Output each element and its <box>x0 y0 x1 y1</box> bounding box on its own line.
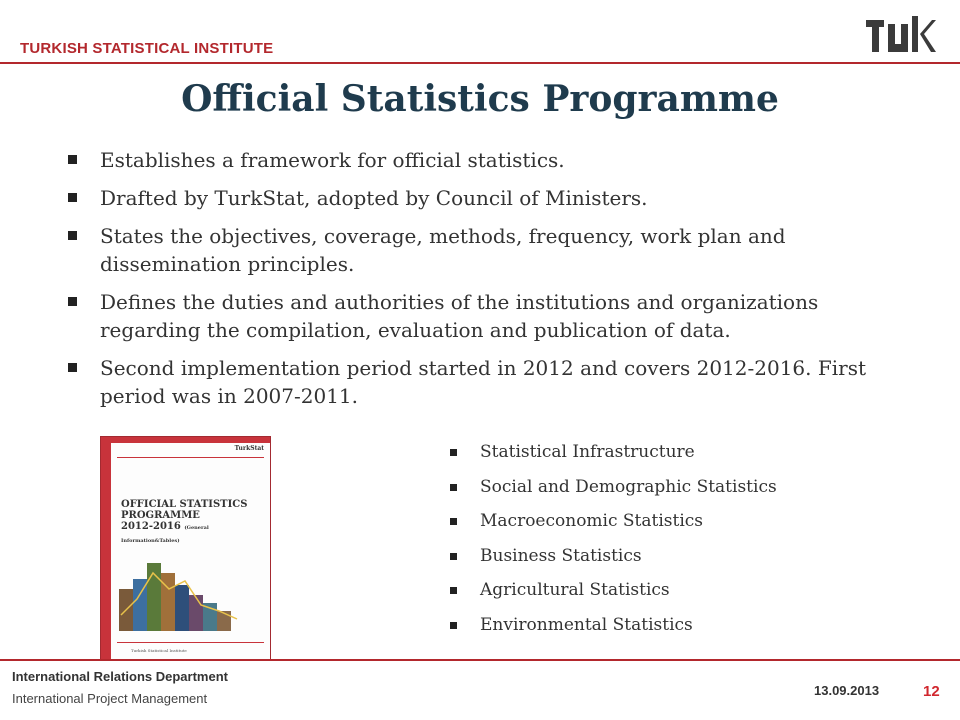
square-bullet-icon <box>68 297 77 306</box>
cover-title-line: OFFICIAL STATISTICS <box>121 499 248 510</box>
programme-cover-image <box>100 436 271 660</box>
cover-title-line: PROGRAMME <box>121 510 200 521</box>
statistics-area-item <box>446 615 866 635</box>
bullet-item <box>64 222 924 278</box>
cover-subtitle: (General Information&Tables) <box>121 525 209 544</box>
square-bullet-icon <box>68 231 77 240</box>
statistics-area-text: Business Statistics <box>480 545 642 566</box>
statistics-area-list <box>446 442 866 649</box>
bullet-text: Drafted by TurkStat, adopted by Council of Ministers. <box>100 186 648 210</box>
bullet-text: Defines the duties and authorities of the institutions and organizations regarding the compilation, evaluation and publication of data. <box>100 290 819 342</box>
cover-brand: TurkStat <box>234 445 264 452</box>
cover-publisher: Turkish Statistical Institute <box>131 648 187 653</box>
statistics-area-item <box>446 477 866 497</box>
footer-department: International Relations Department <box>12 669 228 684</box>
statistics-area-item <box>446 580 866 600</box>
statistics-area-text: Macroeconomic Statistics <box>480 511 704 531</box>
bullet-text: Establishes a framework for official statistics. <box>100 148 565 172</box>
statistics-area-item <box>446 442 866 462</box>
cover-title <box>121 499 266 547</box>
cover-collage-image <box>119 555 239 631</box>
cover-page <box>111 443 270 659</box>
statistics-area-text: Environmental Statistics <box>480 614 693 635</box>
statistics-area-text: Statistical Infrastructure <box>480 442 695 462</box>
square-bullet-icon <box>450 484 457 491</box>
bullet-item <box>64 146 924 174</box>
square-bullet-icon <box>450 622 457 629</box>
statistics-area-text: Social and Demographic Statistics <box>480 476 777 497</box>
organization-name: TURKISH STATISTICAL INSTITUTE <box>20 40 274 57</box>
footer-date: 13.09.2013 <box>814 683 880 698</box>
square-bullet-icon <box>450 553 457 560</box>
cover-title-line <box>121 521 266 547</box>
bullet-item <box>64 184 924 212</box>
square-bullet-icon <box>68 363 77 372</box>
square-bullet-icon <box>450 587 457 594</box>
statistics-area-item <box>446 511 866 531</box>
footer-divider <box>0 659 960 661</box>
bullet-text: States the objectives, coverage, methods, frequency, work plan and dissemination principles. <box>100 224 786 276</box>
statistics-area-text: Agricultural Statistics <box>480 580 670 600</box>
cover-footer-rule <box>117 642 264 643</box>
square-bullet-icon <box>68 155 77 164</box>
square-bullet-icon <box>450 449 457 456</box>
footer-project: International Project Management <box>12 691 208 706</box>
bullet-text: Second implementation period started in 2012 and covers 2012-2016. First period was in 2007-2011. <box>100 356 867 408</box>
tuik-logo <box>864 14 936 56</box>
cover-rule <box>117 457 264 458</box>
main-bullet-list <box>64 146 924 420</box>
bullet-item <box>64 354 924 410</box>
page-number: 12 <box>923 683 940 700</box>
bullet-item <box>64 288 924 344</box>
slide-title: Official Statistics Programme <box>181 78 779 120</box>
header-divider <box>0 62 960 64</box>
statistics-area-item <box>446 546 866 566</box>
square-bullet-icon <box>68 193 77 202</box>
square-bullet-icon <box>450 518 457 525</box>
cover-years: 2012-2016 <box>121 521 181 532</box>
